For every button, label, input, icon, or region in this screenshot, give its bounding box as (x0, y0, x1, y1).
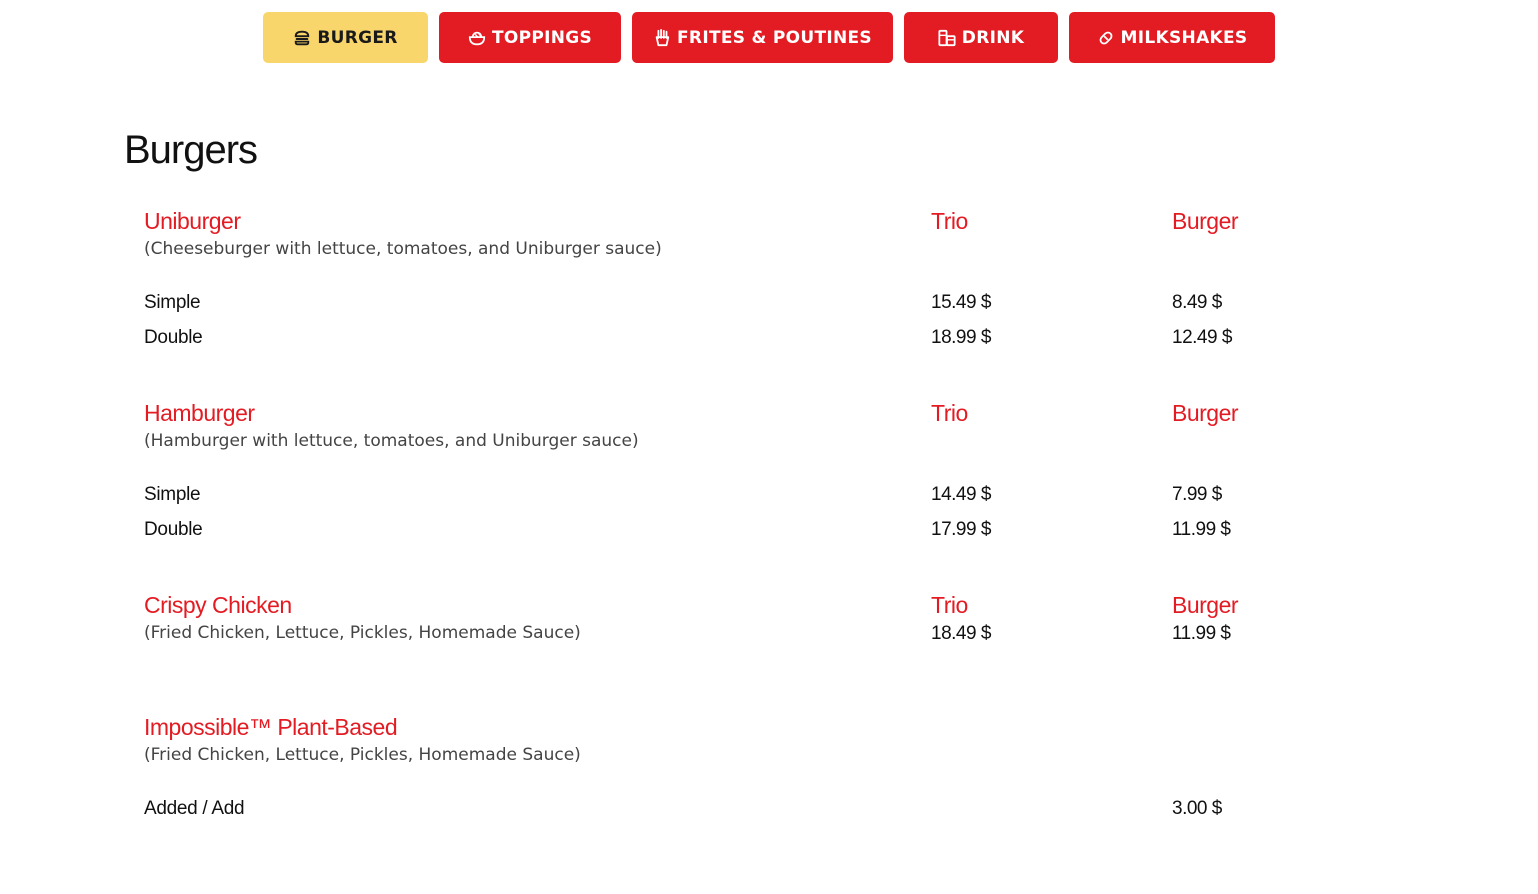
item-description: (Fried Chicken, Lettuce, Pickles, Homemade Sauce) (144, 623, 581, 643)
item-name-uniburger: Uniburger (144, 208, 241, 234)
tab-label: TOPPINGS (491, 27, 593, 48)
fries-icon (653, 29, 671, 47)
size-label: Double (144, 327, 203, 348)
size-label: Simple (144, 292, 201, 313)
column-header-burger: Burger (1172, 400, 1239, 426)
price-burger: 8.49 $ (1172, 292, 1222, 313)
size-label: Double (144, 519, 203, 540)
tab-burger[interactable] (263, 12, 428, 63)
price-trio: 17.99 $ (931, 519, 991, 540)
tab-frites-poutines[interactable] (632, 12, 893, 63)
section-title: Burgers (124, 128, 258, 172)
price-burger: 11.99 $ (1172, 519, 1231, 540)
tab-label: MILKSHAKES (1120, 27, 1248, 48)
column-header-trio: Trio (931, 592, 968, 618)
price-trio: 15.49 $ (931, 292, 991, 313)
category-tabs (0, 12, 1538, 63)
item-description: (Cheeseburger with lettuce, tomatoes, and Uniburger sauce) (144, 239, 662, 259)
addon-label: Added / Add (144, 798, 245, 819)
column-header-trio: Trio (931, 208, 968, 234)
item-description: (Fried Chicken, Lettuce, Pickles, Homemade Sauce) (144, 745, 581, 765)
drink-icon (938, 29, 956, 47)
milkshake-icon (1097, 29, 1115, 47)
bowl-icon (468, 29, 486, 47)
tab-label: FRITES & POUTINES (677, 27, 872, 48)
item-name-hamburger: Hamburger (144, 400, 255, 426)
price-burger: 11.99 $ (1172, 623, 1231, 644)
price-burger: 7.99 $ (1172, 484, 1222, 505)
price-trio: 14.49 $ (931, 484, 991, 505)
tab-label: BURGER (317, 27, 398, 48)
price-addon: 3.00 $ (1172, 798, 1222, 819)
item-description: (Hamburger with lettuce, tomatoes, and Uniburger sauce) (144, 431, 639, 451)
column-header-burger: Burger (1172, 592, 1239, 618)
tab-label: DRINK (961, 27, 1025, 48)
burger-icon (293, 29, 311, 47)
size-label: Simple (144, 484, 201, 505)
tab-drink[interactable] (904, 12, 1058, 63)
tab-milkshakes[interactable] (1069, 12, 1275, 63)
column-header-burger: Burger (1172, 208, 1239, 234)
price-burger: 12.49 $ (1172, 327, 1232, 348)
tab-toppings[interactable] (439, 12, 621, 63)
column-header-trio: Trio (931, 400, 968, 426)
price-trio: 18.49 $ (931, 623, 991, 644)
item-name-crispy-chicken: Crispy Chicken (144, 592, 292, 618)
item-name-impossible-plant-based: Impossible™ Plant-Based (144, 714, 398, 740)
price-trio: 18.99 $ (931, 327, 991, 348)
